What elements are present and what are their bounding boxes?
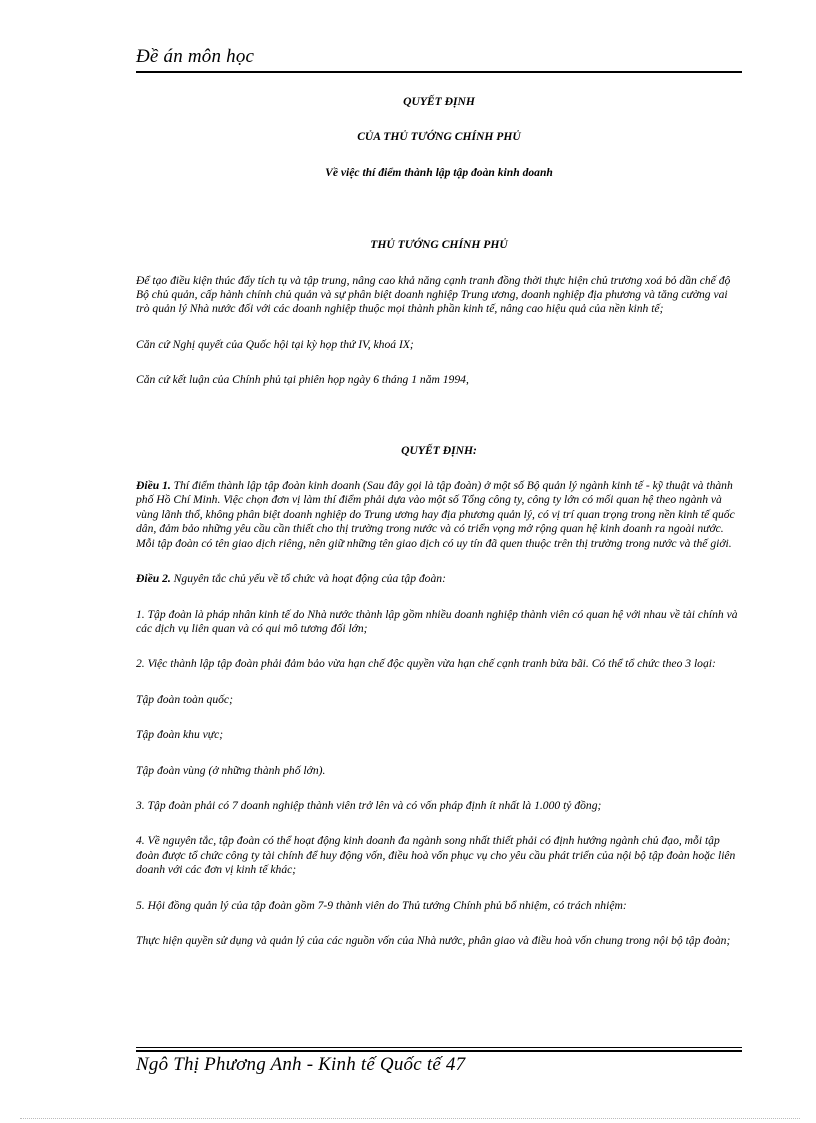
- document-body: [136, 95, 742, 948]
- decision-heading: QUYẾT ĐỊNH:: [401, 443, 477, 457]
- article-item: Tập đoàn vùng (ở những thành phố lớn).: [136, 763, 326, 777]
- article-1-text: Thí điểm thành lập tập đoàn kinh doanh (Sau đây gọi là tập đoàn) ở một số Bộ quản lý ngành kinh tế - kỹ thuật và thành phố Hồ Chí Minh. Việc chọn đơn vị làm thí điểm phải dựa vào một số Tổng công ty, công ty lớn có mối quan hệ theo ngành và vùng lãnh thổ, không phân biệt doanh nghiệp do Trung ương hay địa phương quản lý, có vị trí quan trọng trong nền kinh tế quốc dân, đảm bảo những yêu cầu cần thiết cho thị trường trong nước và có triển vọng mở rộng quan hệ kinh doanh ra ngoài nước. Mỗi tập đoàn có tên giao dịch riêng, nên giữ những tên giao dịch có uy tín đã quen thuộc trên thị trường trong nước và thế giới.: [136, 479, 735, 550]
- article-item: 3. Tập đoàn phải có 7 doanh nghiệp thành viên trở lên và có vốn pháp định ít nhất là 1.000 tỷ đồng;: [136, 798, 602, 812]
- document-subtitle: Về việc thí điểm thành lập tập đoàn kinh doanh: [325, 165, 553, 179]
- preamble-paragraph: Căn cứ Nghị quyết của Quốc hội tại kỳ họp thứ IV, khoá IX;: [136, 337, 414, 351]
- document-issuer: CỦA THỦ TƯỚNG CHÍNH PHỦ: [357, 130, 521, 144]
- article-item: Tập đoàn toàn quốc;: [136, 692, 233, 706]
- article-item: 2. Việc thành lập tập đoàn phải đảm bảo vừa hạn chế độc quyền vừa hạn chế cạnh tranh bừa bãi. Có thể tổ chức theo 3 loại:: [136, 657, 716, 671]
- article-2-text: Nguyên tắc chủ yếu về tổ chức và hoạt động của tập đoàn:: [170, 572, 446, 586]
- preamble-paragraph: Căn cứ kết luận của Chính phủ tại phiên họp ngày 6 tháng 1 năm 1994,: [136, 373, 469, 387]
- article-item: 1. Tập đoàn là pháp nhân kinh tế do Nhà nước thành lập gồm nhiều doanh nghiệp thành viên có quan hệ với nhau về tài chính và các dịch vụ liên quan và có qui mô tương đối lớn;: [136, 607, 738, 635]
- article-2-label: Điều 2.: [136, 572, 171, 586]
- page-edge-divider: [20, 1118, 800, 1119]
- article-item: 4. Về nguyên tắc, tập đoàn có thể hoạt động kinh doanh đa ngành song nhất thiết phải có định hướng ngành chủ đạo, mỗi tập đoàn được tổ chức công ty tài chính để huy động vốn, điều hoà vốn phục vụ cho yêu cầu phát triển của nội bộ tập đoàn hoặc liên doanh với các đơn vị kinh tế khác;: [136, 834, 736, 877]
- article-1-label: Điều 1.: [136, 479, 171, 493]
- authority-heading: THỦ TƯỚNG CHÍNH PHỦ: [370, 238, 508, 252]
- article-item: Tập đoàn khu vực;: [136, 728, 224, 742]
- footer-rule: [136, 1047, 742, 1052]
- header-rule: [136, 71, 742, 73]
- preamble-paragraph: Để tạo điều kiện thúc đẩy tích tụ và tập trung, nâng cao khả năng cạnh tranh đồng thời thực hiện chủ trương xoá bỏ dần chế độ Bộ chủ quản, cấp hành chính chủ quản và sự phân biệt doanh nghiệp Trung ương, doanh nghiệp địa phương và tăng cường vai trò quản lý Nhà nước đối với các doanh nghiệp thuộc mọi thành phần kinh tế, nâng cao hiệu quả của nền kinh tế;: [136, 273, 731, 316]
- article-1: [136, 479, 742, 551]
- page-footer-author: Ngô Thị Phương Anh - Kinh tế Quốc tế 47: [136, 1054, 466, 1075]
- document-title: QUYẾT ĐỊNH: [403, 95, 475, 108]
- page-header-title: Đề án môn học: [136, 46, 255, 67]
- article-item: Thực hiện quyền sử dụng và quản lý của các nguồn vốn của Nhà nước, phân giao và điều hoà vốn chung trong nội bộ tập đoàn;: [136, 933, 731, 947]
- article-item: 5. Hội đồng quản lý của tập đoàn gồm 7-9 thành viên do Thủ tướng Chính phủ bổ nhiệm, có trách nhiệm:: [136, 898, 627, 912]
- article-2: [136, 572, 742, 586]
